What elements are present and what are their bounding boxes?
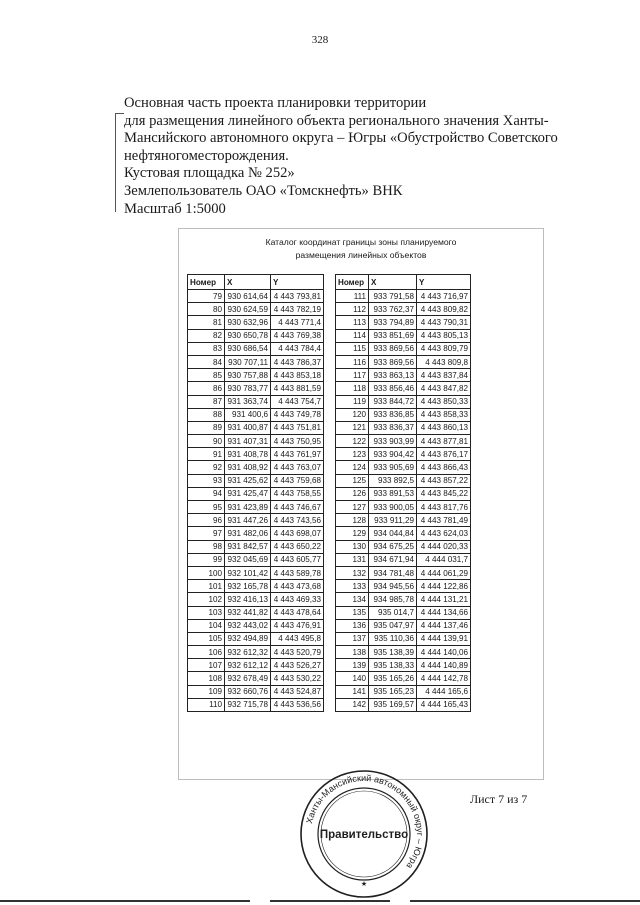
- table-row: [336, 606, 471, 619]
- table-row: [336, 448, 471, 461]
- cell-x: 930 650,78: [225, 329, 271, 342]
- cell-y: 4 443 877,81: [417, 435, 471, 448]
- table-row: [188, 316, 324, 329]
- cell-y: 4 444 031,7: [417, 553, 471, 566]
- cell-y: 4 443 837,84: [417, 369, 471, 382]
- table-row: [188, 408, 324, 421]
- table-row: [336, 435, 471, 448]
- cell-number: 96: [188, 514, 225, 527]
- cell-number: 135: [336, 606, 369, 619]
- table-row: [336, 382, 471, 395]
- cell-number: 108: [188, 672, 225, 685]
- cell-number: 89: [188, 421, 225, 434]
- cell-x: 933 905,69: [369, 461, 417, 474]
- table-row: [188, 421, 324, 434]
- cell-x: 934 044,84: [369, 527, 417, 540]
- table-row: [188, 553, 324, 566]
- heading-line: Основная часть проекта планировки территории: [124, 95, 427, 111]
- table-row: [336, 646, 471, 659]
- cell-number: 139: [336, 659, 369, 672]
- cell-y: 4 444 165,43: [417, 698, 471, 711]
- cell-x: 935 165,26: [369, 672, 417, 685]
- column-header-x: X: [225, 275, 271, 290]
- cell-y: 4 443 858,33: [417, 408, 471, 421]
- scan-edge-marks: [0, 900, 640, 902]
- cell-x: 930 783,77: [225, 382, 271, 395]
- table-row: [336, 355, 471, 368]
- table-row: [336, 553, 471, 566]
- caption-line: Каталог координат границы зоны планируемого: [265, 237, 457, 247]
- cell-y: 4 443 771,4: [271, 316, 324, 329]
- column-header-x: X: [369, 275, 417, 290]
- table-row: [188, 329, 324, 342]
- seal-center-text: Правительство: [319, 829, 409, 841]
- cell-number: 114: [336, 329, 369, 342]
- cell-y: 4 443 781,49: [417, 514, 471, 527]
- cell-y: 4 443 793,81: [271, 290, 324, 303]
- table-row: [188, 487, 324, 500]
- cell-y: 4 443 809,82: [417, 303, 471, 316]
- cell-number: 82: [188, 329, 225, 342]
- cell-number: 127: [336, 501, 369, 514]
- cell-number: 110: [188, 698, 225, 711]
- cell-x: 930 632,96: [225, 316, 271, 329]
- cell-x: 934 675,25: [369, 540, 417, 553]
- cell-x: 931 408,78: [225, 448, 271, 461]
- cell-number: 107: [188, 659, 225, 672]
- cell-x: 935 169,57: [369, 698, 417, 711]
- cell-x: 932 660,76: [225, 685, 271, 698]
- cell-number: 90: [188, 435, 225, 448]
- cell-number: 129: [336, 527, 369, 540]
- table-row: [188, 369, 324, 382]
- cell-y: 4 444 142,78: [417, 672, 471, 685]
- cell-x: 931 408,92: [225, 461, 271, 474]
- cell-x: 930 614,64: [225, 290, 271, 303]
- table-row: [188, 342, 324, 355]
- cell-number: 92: [188, 461, 225, 474]
- cell-x: 930 686,54: [225, 342, 271, 355]
- cell-number: 128: [336, 514, 369, 527]
- cell-y: 4 443 746,67: [271, 501, 324, 514]
- cell-y: 4 443 761,97: [271, 448, 324, 461]
- cell-number: 131: [336, 553, 369, 566]
- table-row: [336, 514, 471, 527]
- cell-y: 4 443 473,68: [271, 580, 324, 593]
- cell-number: 132: [336, 566, 369, 579]
- table-row: [336, 421, 471, 434]
- cell-number: 115: [336, 342, 369, 355]
- cell-x: 932 441,82: [225, 606, 271, 619]
- table-row: [336, 369, 471, 382]
- heading-margin-bracket: [115, 113, 124, 212]
- table-row: [188, 685, 324, 698]
- cell-number: 88: [188, 408, 225, 421]
- cell-y: 4 443 809,79: [417, 342, 471, 355]
- document-heading: [124, 95, 564, 218]
- table-body-right: [336, 290, 471, 712]
- cell-y: 4 443 749,78: [271, 408, 324, 421]
- cell-x: 930 757,88: [225, 369, 271, 382]
- table-row: [336, 698, 471, 711]
- cell-y: 4 443 763,07: [271, 461, 324, 474]
- cell-number: 109: [188, 685, 225, 698]
- table-row: [336, 316, 471, 329]
- cell-number: 122: [336, 435, 369, 448]
- table-row: [336, 540, 471, 553]
- table-row: [188, 580, 324, 593]
- cell-y: 4 443 850,33: [417, 395, 471, 408]
- cell-x: 935 110,36: [369, 632, 417, 645]
- cell-y: 4 443 650,22: [271, 540, 324, 553]
- column-header-number: Номер: [336, 275, 369, 290]
- cell-x: 933 856,46: [369, 382, 417, 395]
- cell-number: 79: [188, 290, 225, 303]
- cell-x: 931 407,31: [225, 435, 271, 448]
- cell-y: 4 443 716,97: [417, 290, 471, 303]
- table-row: [336, 342, 471, 355]
- cell-y: 4 443 605,77: [271, 553, 324, 566]
- cell-x: 933 892,5: [369, 474, 417, 487]
- cell-number: 86: [188, 382, 225, 395]
- catalog-caption: [178, 236, 544, 261]
- table-row: [336, 632, 471, 645]
- cell-number: 104: [188, 619, 225, 632]
- cell-y: 4 443 769,38: [271, 329, 324, 342]
- table-row: [188, 659, 324, 672]
- table-row: [188, 593, 324, 606]
- cell-number: 137: [336, 632, 369, 645]
- cell-x: 934 671,94: [369, 553, 417, 566]
- table-row: [336, 566, 471, 579]
- cell-y: 4 443 469,33: [271, 593, 324, 606]
- table-row: [188, 672, 324, 685]
- cell-number: 84: [188, 355, 225, 368]
- heading-line: нефтяногоместорождения.: [124, 147, 289, 164]
- cell-y: 4 443 530,22: [271, 672, 324, 685]
- cell-number: 97: [188, 527, 225, 540]
- table-row: [336, 659, 471, 672]
- table-row: [188, 355, 324, 368]
- cell-x: 932 165,78: [225, 580, 271, 593]
- table-row: [188, 646, 324, 659]
- cell-number: 94: [188, 487, 225, 500]
- cell-x: 933 904,42: [369, 448, 417, 461]
- cell-number: 101: [188, 580, 225, 593]
- cell-x: 932 612,32: [225, 646, 271, 659]
- cell-y: 4 443 589,78: [271, 566, 324, 579]
- table-row: [336, 461, 471, 474]
- cell-number: 118: [336, 382, 369, 395]
- cell-x: 933 851,69: [369, 329, 417, 342]
- cell-number: 138: [336, 646, 369, 659]
- cell-x: 934 945,56: [369, 580, 417, 593]
- table-row: [188, 501, 324, 514]
- table-row: [336, 487, 471, 500]
- cell-y: 4 443 845,22: [417, 487, 471, 500]
- column-header-y: Y: [417, 275, 471, 290]
- cell-y: 4 444 139,91: [417, 632, 471, 645]
- cell-y: 4 443 476,91: [271, 619, 324, 632]
- cell-number: 106: [188, 646, 225, 659]
- cell-y: 4 443 782,19: [271, 303, 324, 316]
- cell-y: 4 443 743,56: [271, 514, 324, 527]
- table-row: [336, 593, 471, 606]
- cell-number: 141: [336, 685, 369, 698]
- heading-line: Кустовая площадка № 252»: [124, 165, 295, 182]
- heading-line: для размещения линейного объекта регионального значения Ханты-: [124, 112, 549, 129]
- cell-number: 120: [336, 408, 369, 421]
- cell-x: 933 836,85: [369, 408, 417, 421]
- cell-x: 932 612,12: [225, 659, 271, 672]
- seal-star-icon: ★: [360, 880, 368, 888]
- cell-number: 130: [336, 540, 369, 553]
- cell-y: 4 443 495,8: [271, 632, 324, 645]
- cell-number: 87: [188, 395, 225, 408]
- table-row: [188, 382, 324, 395]
- cell-number: 99: [188, 553, 225, 566]
- coordinates-table-left: [187, 274, 324, 712]
- cell-x: 933 869,56: [369, 355, 417, 368]
- cell-x: 933 836,37: [369, 421, 417, 434]
- cell-x: 930 624,59: [225, 303, 271, 316]
- seal-ring-text: Ханты-Мансийский автономный округ – Югра: [304, 772, 426, 871]
- cell-number: 123: [336, 448, 369, 461]
- cell-y: 4 444 134,66: [417, 606, 471, 619]
- cell-number: 93: [188, 474, 225, 487]
- cell-x: 932 443,02: [225, 619, 271, 632]
- cell-number: 103: [188, 606, 225, 619]
- cell-number: 85: [188, 369, 225, 382]
- table-row: [336, 580, 471, 593]
- cell-number: 126: [336, 487, 369, 500]
- heading-line: Масштаб 1:5000: [124, 200, 226, 217]
- cell-y: 4 443 754,7: [271, 395, 324, 408]
- cell-number: 83: [188, 342, 225, 355]
- cell-number: 95: [188, 501, 225, 514]
- cell-number: 142: [336, 698, 369, 711]
- table-body-left: [188, 290, 324, 712]
- cell-y: 4 443 853,18: [271, 369, 324, 382]
- table-row: [188, 303, 324, 316]
- table-row: [336, 527, 471, 540]
- cell-x: 932 101,42: [225, 566, 271, 579]
- coordinates-table-right: [335, 274, 471, 712]
- table-row: [188, 606, 324, 619]
- cell-number: 98: [188, 540, 225, 553]
- cell-number: 100: [188, 566, 225, 579]
- cell-y: 4 444 137,46: [417, 619, 471, 632]
- cell-number: 112: [336, 303, 369, 316]
- cell-y: 4 443 805,13: [417, 329, 471, 342]
- cell-x: 933 863,13: [369, 369, 417, 382]
- cell-x: 933 791,58: [369, 290, 417, 303]
- cell-number: 81: [188, 316, 225, 329]
- table-header-row: [336, 275, 471, 290]
- column-header-y: Y: [271, 275, 324, 290]
- table-row: [188, 619, 324, 632]
- cell-number: 119: [336, 395, 369, 408]
- cell-y: 4 443 790,31: [417, 316, 471, 329]
- cell-y: 4 443 784,4: [271, 342, 324, 355]
- table-row: [336, 290, 471, 303]
- cell-x: 931 425,62: [225, 474, 271, 487]
- table-row: [336, 303, 471, 316]
- table-row: [188, 566, 324, 579]
- table-row: [336, 474, 471, 487]
- cell-x: 932 494,89: [225, 632, 271, 645]
- cell-y: 4 444 061,29: [417, 566, 471, 579]
- cell-x: 931 400,6: [225, 408, 271, 421]
- sheet-number-note: Лист 7 из 7: [470, 792, 528, 806]
- cell-y: 4 443 881,59: [271, 382, 324, 395]
- cell-number: 125: [336, 474, 369, 487]
- table-row: [336, 685, 471, 698]
- table-row: [188, 527, 324, 540]
- cell-x: 935 047,97: [369, 619, 417, 632]
- cell-x: 933 762,37: [369, 303, 417, 316]
- cell-x: 931 423,89: [225, 501, 271, 514]
- cell-y: 4 443 876,17: [417, 448, 471, 461]
- cell-number: 116: [336, 355, 369, 368]
- table-row: [336, 395, 471, 408]
- cell-y: 4 443 624,03: [417, 527, 471, 540]
- table-row: [336, 501, 471, 514]
- cell-y: 4 443 860,13: [417, 421, 471, 434]
- cell-x: 933 869,56: [369, 342, 417, 355]
- cell-number: 113: [336, 316, 369, 329]
- cell-y: 4 443 857,22: [417, 474, 471, 487]
- cell-y: 4 443 809,8: [417, 355, 471, 368]
- cell-y: 4 443 520,79: [271, 646, 324, 659]
- cell-y: 4 443 524,87: [271, 685, 324, 698]
- cell-x: 932 416,13: [225, 593, 271, 606]
- cell-number: 134: [336, 593, 369, 606]
- cell-x: 934 781,48: [369, 566, 417, 579]
- table-row: [188, 448, 324, 461]
- table-row: [188, 461, 324, 474]
- cell-y: 4 444 122,86: [417, 580, 471, 593]
- cell-number: 111: [336, 290, 369, 303]
- cell-x: 933 794,89: [369, 316, 417, 329]
- cell-number: 80: [188, 303, 225, 316]
- cell-y: 4 443 866,43: [417, 461, 471, 474]
- cell-y: 4 444 020,33: [417, 540, 471, 553]
- table-row: [336, 619, 471, 632]
- cell-number: 124: [336, 461, 369, 474]
- cell-y: 4 443 698,07: [271, 527, 324, 540]
- table-row: [336, 329, 471, 342]
- cell-x: 930 707,11: [225, 355, 271, 368]
- table-row: [336, 408, 471, 421]
- cell-x: 932 045,69: [225, 553, 271, 566]
- cell-y: 4 444 140,89: [417, 659, 471, 672]
- cell-y: 4 443 847,82: [417, 382, 471, 395]
- cell-x: 932 678,49: [225, 672, 271, 685]
- table-header-row: [188, 275, 324, 290]
- table-row: [188, 632, 324, 645]
- cell-y: 4 444 131,21: [417, 593, 471, 606]
- cell-y: 4 443 750,95: [271, 435, 324, 448]
- table-row: [188, 540, 324, 553]
- cell-x: 935 014,7: [369, 606, 417, 619]
- cell-y: 4 443 758,55: [271, 487, 324, 500]
- heading-line: Мансийского автономного округа – Югры «Обустройство Советского: [124, 130, 558, 147]
- cell-y: 4 443 751,81: [271, 421, 324, 434]
- cell-x: 935 138,33: [369, 659, 417, 672]
- cell-y: 4 444 140,06: [417, 646, 471, 659]
- table-row: [188, 474, 324, 487]
- cell-y: 4 443 817,76: [417, 501, 471, 514]
- cell-x: 931 842,57: [225, 540, 271, 553]
- cell-number: 91: [188, 448, 225, 461]
- cell-x: 931 447,26: [225, 514, 271, 527]
- cell-x: 932 715,78: [225, 698, 271, 711]
- cell-x: 931 482,06: [225, 527, 271, 540]
- cell-x: 935 138,39: [369, 646, 417, 659]
- cell-number: 136: [336, 619, 369, 632]
- cell-x: 931 400,87: [225, 421, 271, 434]
- official-seal: [299, 769, 429, 899]
- cell-x: 933 844,72: [369, 395, 417, 408]
- cell-x: 933 891,53: [369, 487, 417, 500]
- cell-x: 933 900,05: [369, 501, 417, 514]
- cell-x: 935 165,23: [369, 685, 417, 698]
- table-row: [188, 514, 324, 527]
- column-header-number: Номер: [188, 275, 225, 290]
- cell-number: 102: [188, 593, 225, 606]
- table-row: [188, 290, 324, 303]
- caption-line: размещения линейных объектов: [295, 249, 427, 260]
- cell-x: 933 911,29: [369, 514, 417, 527]
- cell-number: 140: [336, 672, 369, 685]
- page-number: 328: [311, 34, 329, 46]
- cell-number: 105: [188, 632, 225, 645]
- cell-y: 4 443 478,64: [271, 606, 324, 619]
- cell-y: 4 443 759,68: [271, 474, 324, 487]
- table-row: [188, 698, 324, 711]
- table-row: [188, 395, 324, 408]
- cell-x: 931 363,74: [225, 395, 271, 408]
- cell-x: 933 903,99: [369, 435, 417, 448]
- cell-y: 4 443 536,56: [271, 698, 324, 711]
- cell-number: 117: [336, 369, 369, 382]
- cell-x: 931 425,47: [225, 487, 271, 500]
- cell-y: 4 443 786,37: [271, 355, 324, 368]
- cell-x: 934 985,78: [369, 593, 417, 606]
- cell-number: 121: [336, 421, 369, 434]
- cell-y: 4 444 165,6: [417, 685, 471, 698]
- table-row: [336, 672, 471, 685]
- heading-line: Землепользователь ОАО «Томскнефть» ВНК: [124, 182, 403, 199]
- cell-number: 133: [336, 580, 369, 593]
- table-row: [188, 435, 324, 448]
- cell-y: 4 443 526,27: [271, 659, 324, 672]
